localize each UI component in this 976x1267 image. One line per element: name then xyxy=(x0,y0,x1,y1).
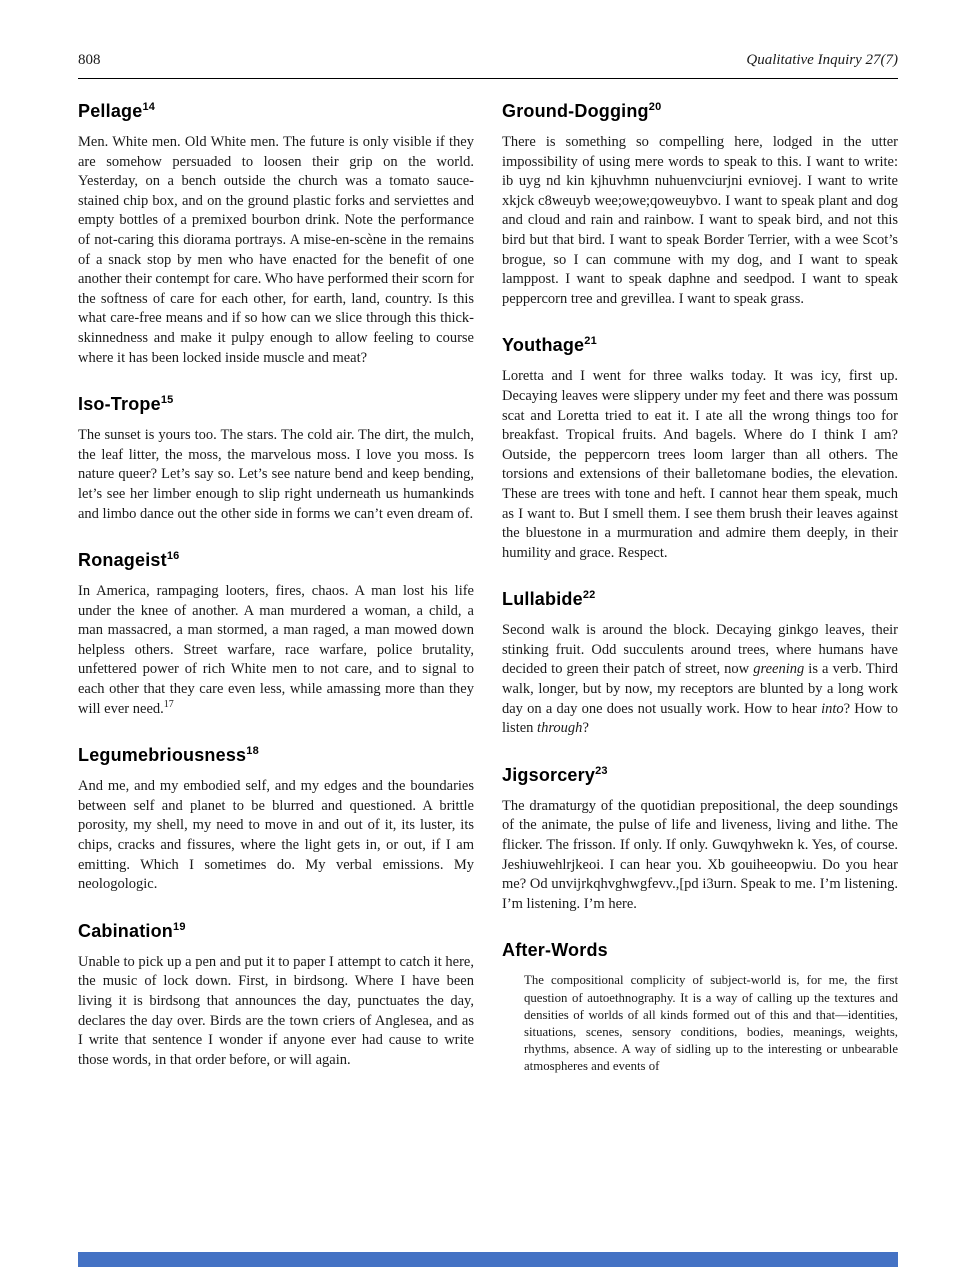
section-youthage xyxy=(502,335,898,563)
section-paragraph: The sunset is yours too. The stars. The cold air. The dirt, the mulch, the leaf litter, the moss, the marvelous moss. I love you moss. Is nature queer? Let’s say so. Let’s see nature bend and keep bending, let’s see her limber enough to slip right underneath us humankinds and limbo dance out the other side in forms we can’t even dream of. xyxy=(78,427,474,522)
section-paragraph: The dramaturgy of the quotidian prepositional, the deep soundings of the animate, the pulse of life and liveness, living and lithe. The flicker. The frisson. If only. If only. Guwqyhwekn k. Yes, of course. Jeshiuwehlrjkeoi. I can hear you. Xb gouiheeopwiu. Do you hear me? Od unvijrkqhvghwgfevv.,[pd i3urn. Speak to me. I’m listening. I’m listening. I’m here. xyxy=(502,797,898,912)
section-paragraph: In America, rampaging looters, fires, chaos. A man lost his life under the knee of another. A man murdered a woman, a child, a man massacred, a man stormed, a man raged, a man mowed down helpless others. Street warfare, race warfare, police brutality, unfettered power of rich White men to not care, and to signal to each other that they care even less, while amassing more than they will ever need.$^{17}$ xyxy=(78,583,474,717)
section-cabination xyxy=(78,921,474,1071)
section-title: Pellage xyxy=(78,101,143,121)
section-heading xyxy=(78,921,474,942)
section-paragraph: Second walk is around the block. Decaying ginkgo leaves, their stinking fruit. Odd succulents around trees, where humans have decided to green their patch of street, now greening is a verb. Third walk, longer, but by now, my receptors are blunted by a long work day on a day one does not usually work. How to hear into? How to listen through? xyxy=(502,622,898,737)
section-footnote-number: 22 xyxy=(582,589,596,602)
section-pellage xyxy=(78,101,474,368)
section-heading xyxy=(502,101,898,122)
journal-title: Qualitative Inquiry 27(7) xyxy=(746,52,898,68)
section-paragraph: Men. White men. Old White men. The future is only visible if they are somehow persuaded to loosen their grip on the world. Yesterday, on a bench outside the church was a tomato sauce-stained chip box, and on the ground plastic forks and serviettes and empty bottles of a premixed bourbon drink. Note the performance of not-caring this diorama portrays. A mise-en-scène in the remains of a snack stop by men who have enacted for the benefit of one another their contempt for care. Who have performed their scorn for the softness of care for each other, for earth, land, country. Is this what care-free means and if so how can we slice through this thick-skinnedness and make it pulpy enough to allow feeling to course where it has been locked inside muscle and meat? xyxy=(78,134,474,366)
section-footnote-number: 18 xyxy=(246,745,259,758)
section-ground-dogging xyxy=(502,101,898,309)
section-after-words xyxy=(502,940,898,1075)
section-title: Iso-Trope xyxy=(78,394,161,415)
section-heading xyxy=(78,101,474,122)
running-head xyxy=(78,52,898,79)
section-heading xyxy=(502,940,898,961)
two-column-layout xyxy=(78,101,898,1102)
section-paragraph: The compositional complicity of subject-world is, for me, the first question of autoethnography. It is a way of calling up the textures and densities of worlds of all kinds formed out of this and that—identities, situations, scenes, sensory conditions, bodies, meanings, weights, rhythms, absence. A way of sidling up to the interesting or unbearable atmospheres and events of xyxy=(524,973,898,1074)
section-iso-trope xyxy=(78,394,474,524)
section-jigsorcery xyxy=(502,765,898,915)
section-footnote-number: 19 xyxy=(173,920,186,933)
section-heading xyxy=(78,550,474,571)
section-title: Ground-Dogging xyxy=(502,101,649,121)
page-content xyxy=(78,52,898,1102)
section-title: Jigsorcery xyxy=(502,764,596,785)
column-left xyxy=(78,101,474,1102)
section-paragraph: Unable to pick up a pen and put it to paper I attempt to catch it here, the music of lock down. First, in birdsong. Where I have been living it is birdsong that announces the day, punctuates the day, declares the day over. Birds are the town criers of Anglesea, and as I write that sentence I wonder if anyone ever had cause to write those words, in that order before, or will again. xyxy=(78,953,474,1068)
bottom-accent-bar xyxy=(78,1252,898,1267)
section-legumebriousness xyxy=(78,745,474,895)
section-heading xyxy=(502,589,898,610)
section-lullabide xyxy=(502,589,898,739)
section-footnote-number: 23 xyxy=(595,764,608,777)
section-heading xyxy=(78,394,474,415)
section-heading xyxy=(78,745,474,766)
section-title: After-Words xyxy=(502,940,608,961)
section-paragraph: There is something so compelling here, lodged in the utter impossibility of using mere words to speak to this. I want to write: ib uyg nd kin kjhuvhmn nuhuenvciurjni evniovej. I want to write xkjck c8weuyb wee;owe;qoweuybvo. I want to speak plant and dog and cloud and rain and rainbow. I want to speak bird, and not this bird but that bird. I want to speak Border Terrier, with a wee Scot’s brogue, so I can commune with my dog, and I want to speak lamppost. I want to speak daphne and seedpod. I want to speak peppercorn tree and grevillea. I want to speak grass. xyxy=(502,134,898,307)
section-heading xyxy=(502,335,898,356)
column-right xyxy=(502,101,898,1102)
section-title: Lullabide xyxy=(502,589,583,610)
section-title: Legumebriousness xyxy=(78,745,247,766)
section-heading xyxy=(502,765,898,786)
section-paragraph: And me, and my embodied self, and my edges and the boundaries between self and planet to be blurred and questioned. A brittle porosity, my shell, my need to move in and out of it, its luster, its chips, cracks and fissures, where the light gets in, or out, if I am emitting. Which I sometimes do. My verbal emissions. My neologologic. xyxy=(78,778,474,893)
section-footnote-number: 14 xyxy=(142,101,156,113)
section-title: Ronageist xyxy=(78,550,167,571)
section-title: Cabination xyxy=(78,920,173,941)
section-ronageist xyxy=(78,550,474,719)
section-footnote-number: 21 xyxy=(584,335,597,348)
section-footnote-number: 20 xyxy=(648,101,662,113)
section-footnote-number: 16 xyxy=(166,550,180,563)
section-paragraph: Loretta and I went for three walks today. It was icy, first up. Decaying leaves were slippery under my feet and there was possum scat and Loretta tried to eat it. I ate all the wrong things too for breakfast. Tropical fruits. And bagels. Where do I think I am? Outside, the peppercorn trees loom larger than all others. The torsions and extensions of their balletomane bodies, the elevation. These are trees with tone and heft. I cannot hear them speak, much as I want to. But I smell them. I see them brush their leaves against the bluestone in a murmuration and admire them deeply, in their humility and grace. Respect. xyxy=(502,368,898,561)
section-footnote-number: 15 xyxy=(160,394,174,407)
page-number: 808 xyxy=(78,52,101,68)
section-title: Youthage xyxy=(502,335,585,356)
